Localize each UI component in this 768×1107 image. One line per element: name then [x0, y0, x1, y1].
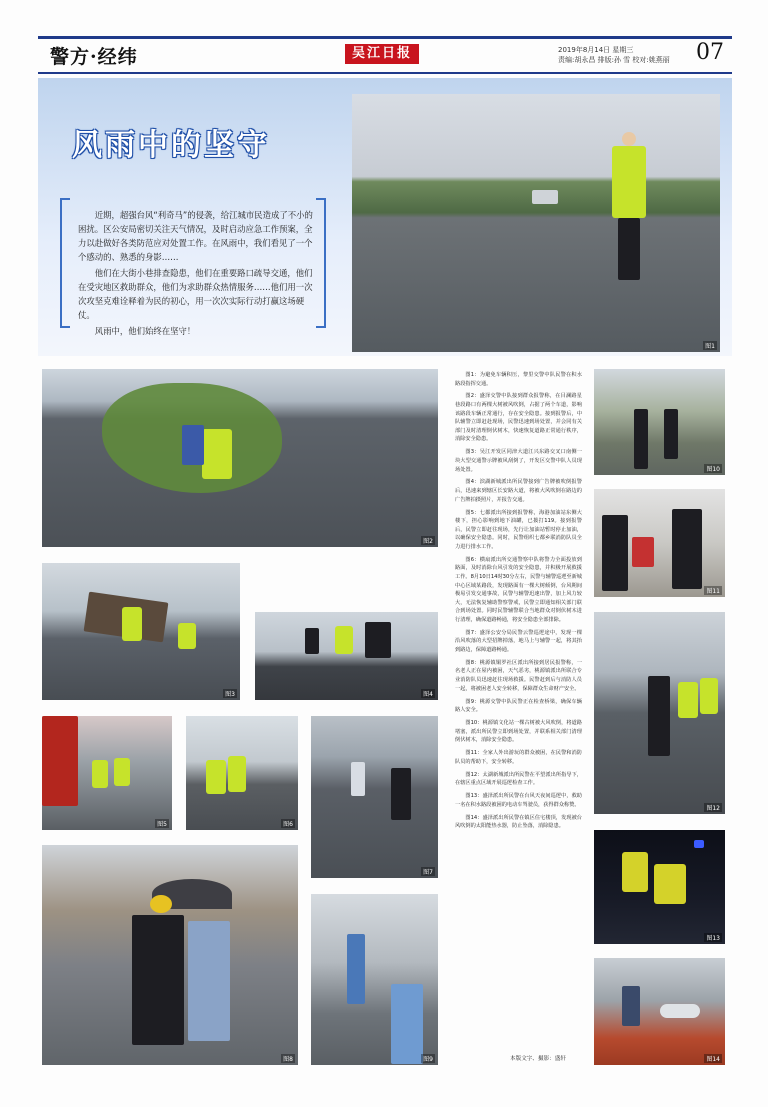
photo-2-fallen-tree [42, 369, 438, 547]
officer-shape [664, 409, 678, 459]
officer-raincoat [206, 760, 226, 794]
photo-14-rooftop [594, 958, 725, 1065]
photo-label: 图11 [706, 588, 720, 595]
caption: 图13：盛泽派出所民警在台风天夜间巡逻中，救助一名在积水路段被困的电动车驾驶员，获得群众称赞。 [455, 793, 582, 808]
firefighter-helmet [150, 895, 172, 913]
photo-label: 图8 [283, 1056, 293, 1063]
feature-title: 风雨中的坚守 [72, 128, 270, 163]
photo-label: 图6 [283, 821, 293, 828]
officer-shape [391, 768, 411, 820]
caption: 图3：吴江开发区同津大道江兴东路交叉口南侧一块大型交通警示牌被风刮倒了，开发区交警中队人员现场处置。 [455, 449, 582, 473]
firefighter [132, 915, 184, 1045]
officer-head [622, 132, 636, 146]
caption: 图1：为避免车辆积压，黎里交警中队民警在积水路段指挥交通。 [455, 372, 582, 387]
header-top-rule [38, 36, 732, 39]
bracket-right [316, 198, 326, 328]
photo-label: 图1 [705, 343, 715, 350]
photo-credit: 本版文字、摄影：盛轩 [510, 1056, 566, 1062]
intro-box [60, 198, 326, 336]
officer-shape [391, 984, 423, 1064]
officer-raincoat [92, 760, 108, 788]
photo-11-evacuation [594, 489, 725, 597]
officer-raincoat [612, 146, 646, 218]
caption: 图7：盛泽公安分局民警云警巡逻途中，发现一棵沿风吹落的大型招牌掉落，地马上与辅警一起，将其抬到路边，保障道路畅通。 [455, 629, 582, 653]
caption: 图4：滨湖新城派出所民警接到广告牌被吹倒报警后，迅速来到辖区长安路大道，将被大风吹倒在路边的广告牌拍摄照片，并报告交通。 [455, 479, 582, 503]
photo-label: 图9 [423, 1056, 433, 1063]
officer-raincoat [178, 623, 196, 649]
caption: 图11：全家人外出游玩的群众被困，在民警和消防队员的帮助下，安全转移。 [455, 750, 582, 765]
caption: 图2：盛泽交警中队接到群众报警称，在目澜路星巷段路口有两棵大树被风吹倒，占据了两个车道，影响该路段车辆正常通行，存在安全隐患。接到报警后，中队辅警立即赶赴现场，民警迅速到场处置，并会同有关部门及时清理倒伏树木，快速恢复道路正常通行秩序，消除安全隐患。 [455, 393, 582, 443]
officer-shape [347, 934, 365, 1004]
officer-shape [672, 509, 702, 589]
photo-label: 图5 [157, 821, 167, 828]
police-light [694, 840, 704, 848]
section-title: 警方·经纬 [50, 46, 138, 68]
caption: 图12：太湖新城派出所民警在平望派出所指导下，在辖区重点区域开展巡逻检查工作。 [455, 771, 582, 787]
photo-7-moving-debris [311, 716, 438, 878]
caption-column [455, 371, 582, 835]
officer-raincoat [114, 758, 130, 786]
photo-8-rescue [42, 845, 298, 1065]
officer-raincoat [228, 756, 246, 792]
photo-4-billboard [255, 612, 438, 700]
photo-9-bridge-check [311, 894, 438, 1065]
caption: 图9：桃源交警中队民警正在检查桥梁，确保车辆路人安全。 [455, 698, 582, 714]
intro-text [78, 208, 316, 340]
caption: 图5：七都派出所接到报警称，海港加油站东侧大楼下，担心影响到地下油罐，已拨打119。接到报警后，民警立即赶往现场，先行让加油站暂时停止加油，以确保安全隐患。同时，民警组织七都乡联消防队员全力进行排水工作。 [455, 509, 582, 550]
photo-1-officer-directing-traffic [352, 94, 720, 352]
photo-label: 图13 [706, 935, 720, 942]
officer-raincoat [700, 678, 718, 714]
officer-shape [622, 986, 640, 1026]
masthead-logo: 吴江日报 [345, 44, 419, 64]
intro-paragraph: 他们在大街小巷排查隐患，他们在重要路口疏导交通，他们在受灾地区救助群众，他们为求助群众热情服务……他们用一次次攻坚克难诠释着为民的初心，用一次次实际行动打赢这场硬仗。 [78, 268, 313, 320]
officer-shape [365, 622, 391, 658]
photo-label: 图12 [706, 805, 720, 812]
intro-paragraph: 风雨中，他们始终在坚守！ [94, 326, 196, 336]
photo-label: 图3 [225, 691, 235, 698]
photo-6-tree-removal [186, 716, 298, 830]
officer-raincoat [654, 864, 686, 904]
date-line: 2019年8月14日 星期三 [558, 46, 634, 54]
bracket-left [60, 198, 70, 328]
photo-label: 图2 [423, 538, 433, 545]
officer-shape [305, 628, 319, 654]
header-bottom-rule [38, 72, 732, 74]
solar-water-heater [660, 1004, 700, 1018]
photo-label: 图7 [423, 869, 433, 876]
caption: 图14：盛泽派出所民警在镇区住宅楼顶，发现被台风吹倒的太阳能热水器，防止坠落，消除隐患。 [455, 814, 582, 830]
officer-shape [182, 425, 204, 465]
officer-shape [634, 409, 648, 469]
caption: 图6：横扇派出所交通警察中队将警力全面投放到路面，及时消除台风引发的安全隐患，并积极开展救援工作。8月10日14时30分左右，民警与辅警巡逻至新城中心区域某路段，发现路面有一棵大树倾倒，台风期间极易引发交通事故，民警与辅警迅速出警，加上风力较大，无法恢复辅助警察警戒，民警立即通知相关部门联合到场处置。同时民警辅警联合当地群众对倒伏树木进行清理，确保道路畅通，将安全隐患全部排除。 [455, 556, 582, 623]
photo-label: 图4 [423, 691, 433, 698]
photo-3-fallen-sign [42, 563, 240, 700]
photo-13-night-rescue [594, 830, 725, 944]
photo-5-gas-station [42, 716, 172, 830]
page-number: 07 [696, 40, 724, 65]
photo-label: 图14 [706, 1056, 720, 1063]
officer-shape [648, 676, 670, 756]
officer-shape [602, 515, 628, 591]
luggage [632, 537, 654, 567]
officer-raincoat [678, 682, 698, 718]
caption: 图8：桃源镇铜罗社区派出所接到居民报警称，一名老人正在屋内被困，天气恶劣，桃源镇派出所联合专业消防队员迅速赶往现场救援。民警赶到后与消防人员一起，将被困老人安全转移，保障群众生命财产安全。 [455, 659, 582, 692]
intro-paragraph: 近期，超强台风“利奇马”的侵袭，给江城市民造成了不小的困扰。区公安局密切关注天气情况，及时启动应急工作预案，全力以赴做好各类防范应对处置工作。在风雨中，我们看见了一个个感动的、熟悉的身影…… [78, 210, 313, 262]
caption: 图10：桃源镇文化站一棵古树被大风吹倒，将道路堵塞，派出所民警立即到场处置，并联系相关部门清理倒伏树木，消除安全隐患。 [455, 720, 582, 744]
fire-truck [42, 716, 78, 806]
photo-label: 图10 [706, 466, 720, 473]
officer-raincoat [622, 852, 648, 892]
officer-shape [351, 762, 365, 796]
officer-raincoat [202, 429, 232, 479]
resident [188, 921, 230, 1041]
car-shape [532, 190, 558, 204]
officer-legs [618, 218, 640, 280]
officer-raincoat [122, 607, 142, 641]
editors-line: 责编:胡永昌 排版:孙 雪 校对:姚燕丽 [558, 56, 670, 64]
officer-raincoat [335, 626, 353, 654]
photo-10-tree [594, 369, 725, 475]
photo-12-patrol [594, 612, 725, 814]
